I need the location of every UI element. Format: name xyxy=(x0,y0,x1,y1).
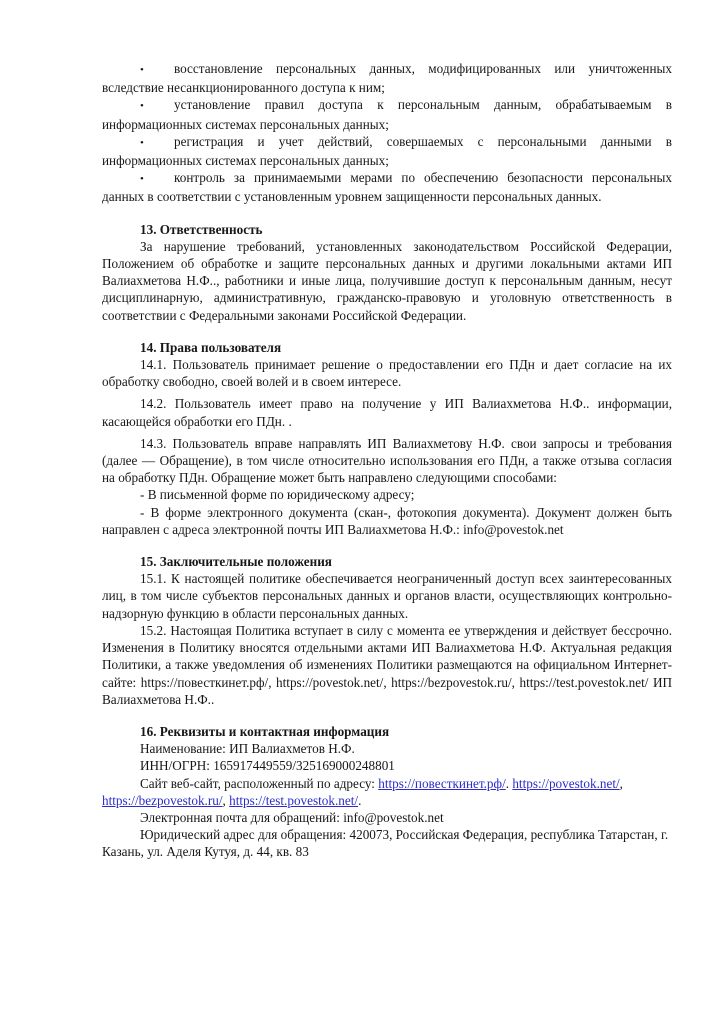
section-heading-14: 14. Права пользователя xyxy=(140,339,282,355)
link-separator-2: , xyxy=(222,792,230,808)
bullet-icon: • xyxy=(140,173,144,186)
contact-name-line: Наименование: ИП Валиахметов Н.Ф. xyxy=(140,741,355,757)
bullet-icon: • xyxy=(140,136,144,149)
contact-inn-ogrn-line xyxy=(102,757,672,774)
contact-inn-ogrn-text: ИНН/ОГРН: 165917449559/325169000248801 xyxy=(140,758,395,774)
section-13-paragraph-1: За нарушение требований, установленных законодательством Российской Федерации, Положением об обработке и защите персональных данных и другими локальными актами ИП Валиахметова Н.Ф.., работники и иные лица, получившие доступ к персональным данным, несут дисциплинарную, административную, гражданско-правовую и уголовную ответственность в соответствии с Федеральными законами Российской Федерации. xyxy=(102,238,672,323)
list-item xyxy=(102,133,672,169)
clause-15-1: 15.1. К настоящей политике обеспечивается неограниченный доступ всех заинтересованных лиц, в том числе субъектов персональных данных и органов власти, осуществляющих контрольно-надзорную функцию в области персональных данных. xyxy=(102,571,672,621)
list-item-text: регистрация и учет действий, совершаемых с персональными данными в информационных системах персональных данных; xyxy=(102,133,672,169)
contact-address-line: Юридический адрес для обращения: 420073, Российская Федерация, республика Татарстан, г. Казань, ул. Аделя Кутуя, д. 44, кв. 83 xyxy=(102,827,669,860)
link-separator-1: , xyxy=(619,775,623,791)
link-terminator-final: . xyxy=(358,792,362,808)
section-heading-16: 16. Реквизиты и контактная информация xyxy=(140,723,390,739)
document-body xyxy=(102,60,672,861)
list-item xyxy=(102,60,672,96)
site-link-2[interactable]: https://povestok.net/ xyxy=(512,775,620,791)
list-item xyxy=(102,169,672,205)
clause-14-3-method-1: - В письменной форме по юридическому адресу; xyxy=(140,487,415,503)
bullet-icon: • xyxy=(140,64,144,76)
contact-site-prefix: Сайт веб-сайт, расположенный по адресу: xyxy=(140,775,379,791)
section-heading-15: 15. Заключительные положения xyxy=(140,554,332,570)
clause-15-2: 15.2. Настоящая Политика вступает в силу с момента ее утверждения и действует бессрочно. Изменения в Политику вносятся отдельными актами ИП Валиахметова Н.Ф. Актуальная редакция Политики, а также уведомления об изменениях Политики размещаются на официальном Интернет-сайте: https://повесткинет.рф/, https://povestok.net/, https://bezpovestok.ru/, https://test.povestok.net/ ИП Валиахметова Н.Ф.. xyxy=(102,622,672,707)
site-link-1[interactable]: https://повесткинет.рф/ xyxy=(378,775,506,791)
list-item xyxy=(102,96,672,132)
site-link-4[interactable]: https://test.povestok.net/ xyxy=(229,792,359,808)
list-item-text: восстановление персональных данных, модифицированных или уничтоженных вследствие несанкционированного доступа к ним; xyxy=(102,61,672,96)
clause-14-1: 14.1. Пользователь принимает решение о предоставлении его ПДн и дает согласие на их обработку свободно, своей волей и в своем интересе. xyxy=(102,357,672,390)
clause-14-3: 14.3. Пользователь вправе направлять ИП Валиахметову Н.Ф. свои запросы и требования (далее — Обращение), в том числе относительно использования его ПДн, а также отзыва согласия на обработку ПДн. Обращение может быть направлено следующими способами: xyxy=(102,435,672,486)
site-link-3[interactable]: https://bezpovestok.ru/ xyxy=(102,792,223,808)
list-item-text: контроль за принимаемыми мерами по обеспечению безопасности персональных данных в соответствии с установленным уровнем защищенности персональных данных. xyxy=(102,170,672,205)
link-terminator: . xyxy=(505,775,510,791)
list-item-text: установление правил доступа к персональным данным, обрабатываемым в информационных системах персональных данных; xyxy=(102,97,672,132)
clause-14-2: 14.2. Пользователь имеет право на получение у ИП Валиахметова Н.Ф.. информации, касающейся обработки его ПДн. . xyxy=(102,396,672,429)
contact-email-line: Электронная почта для обращений: info@povestok.net xyxy=(140,809,444,825)
clause-14-3-method-2: - В форме электронного документа (скан-, фотокопия документа). Документ должен быть направлен с адреса электронной почты ИП Валиахметова Н.Ф.: info@povestok.net xyxy=(102,504,672,537)
section-heading-13: 13. Ответственность xyxy=(140,221,263,237)
bullet-icon: • xyxy=(140,100,144,113)
contact-site-line xyxy=(102,775,672,809)
